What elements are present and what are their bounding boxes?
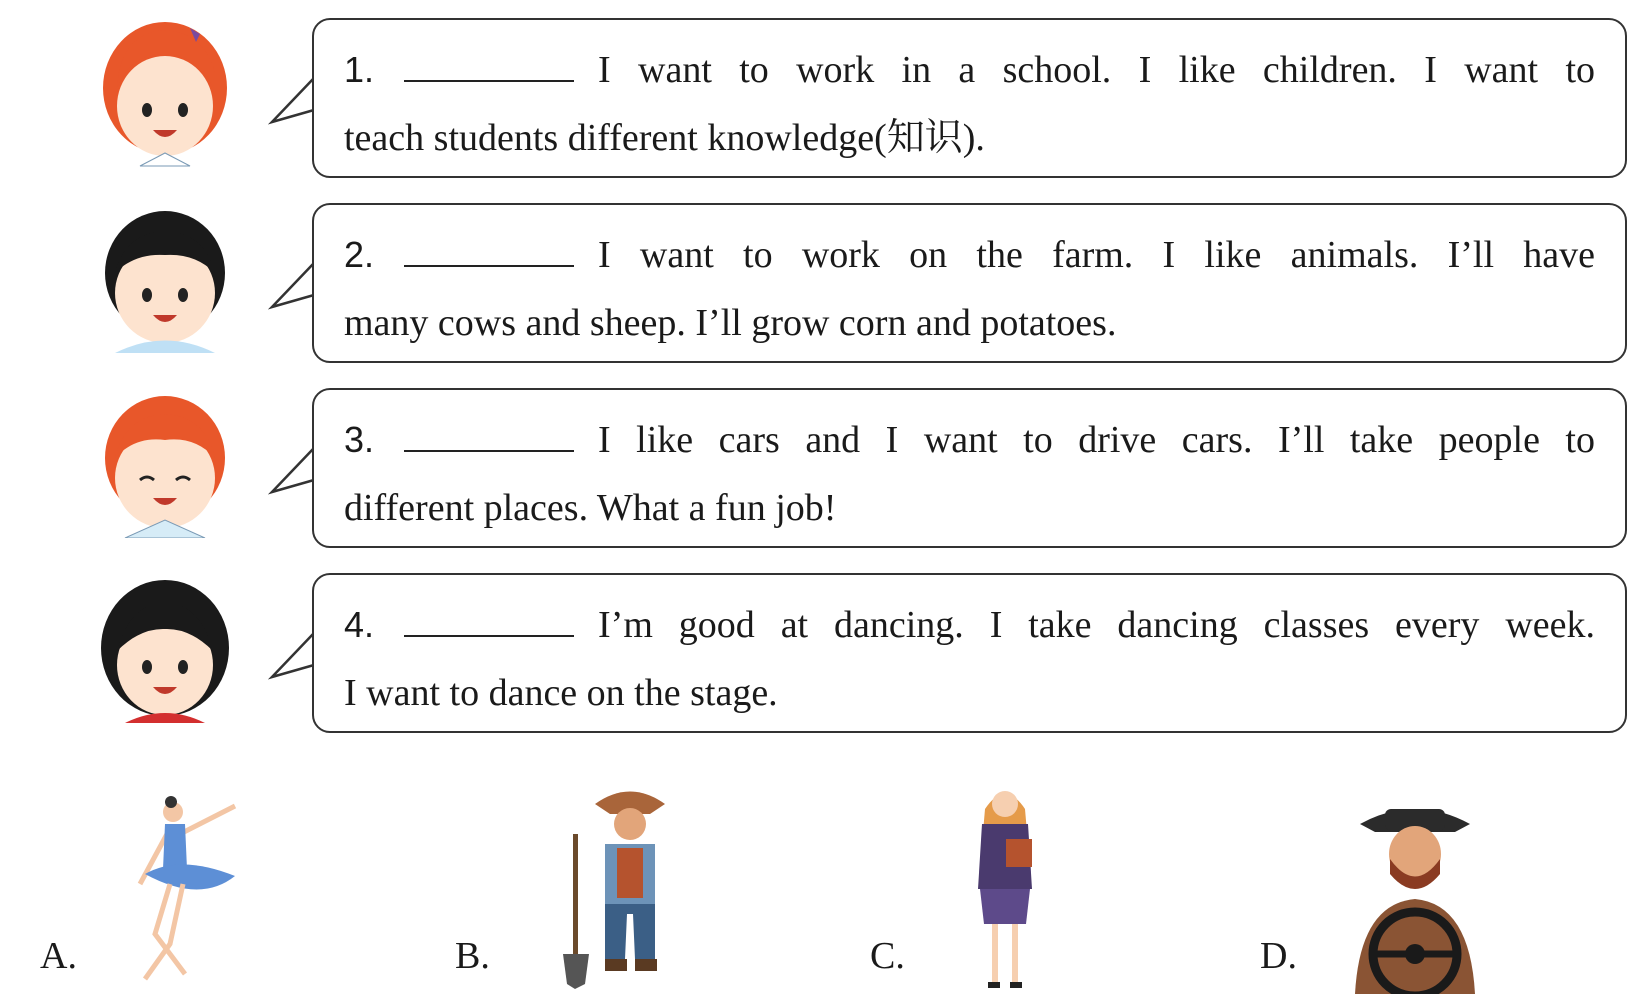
red-haired-girl-icon xyxy=(95,18,235,168)
question-text-line1: I like cars and I want to drive cars. I’ll take people to xyxy=(598,419,1595,461)
option-label: B. xyxy=(455,935,490,977)
speech-bubble xyxy=(312,18,1627,178)
answer-blank[interactable] xyxy=(404,50,574,82)
question-text-line1: I’m good at dancing. I take dancing classes every week. xyxy=(598,604,1595,646)
option-c[interactable] xyxy=(870,765,1170,994)
answer-blank[interactable] xyxy=(404,420,574,452)
question-text-line2: teach students different knowledge(知识). xyxy=(344,117,985,159)
question-row-2 xyxy=(0,195,1639,365)
option-label: C. xyxy=(870,935,905,977)
option-a[interactable] xyxy=(40,765,340,994)
answer-blank[interactable] xyxy=(404,235,574,267)
question-text-line2: I want to dance on the stage. xyxy=(344,672,778,714)
question-number: 1. xyxy=(344,49,375,90)
option-d[interactable] xyxy=(1260,765,1560,994)
question-text-line1: I want to work in a school. I like children. I want to xyxy=(598,49,1595,91)
black-haired-boy-icon xyxy=(95,203,235,353)
question-number: 2. xyxy=(344,234,375,275)
question-row-3 xyxy=(0,380,1639,550)
black-haired-girl-icon xyxy=(95,573,235,723)
question-text-line2: different places. What a fun job! xyxy=(344,487,837,529)
question-number: 3. xyxy=(344,419,375,460)
speech-bubble xyxy=(312,573,1627,733)
question-text-line2: many cows and sheep. I’ll grow corn and potatoes. xyxy=(344,302,1117,344)
speech-tail xyxy=(268,70,318,130)
ballet-dancer-icon xyxy=(125,794,255,994)
driver-with-steering-wheel-icon xyxy=(1340,794,1490,994)
question-number: 4. xyxy=(344,604,375,645)
option-b[interactable] xyxy=(455,765,755,994)
question-text-line1: I want to work on the farm. I like animals. I’ll have xyxy=(598,234,1595,276)
speech-tail xyxy=(268,440,318,500)
answer-blank[interactable] xyxy=(404,605,574,637)
speech-tail xyxy=(268,625,318,685)
speech-bubble xyxy=(312,203,1627,363)
teacher-with-book-icon xyxy=(960,779,1050,994)
farmer-with-shovel-icon xyxy=(555,784,685,994)
option-label: D. xyxy=(1260,935,1297,977)
option-label: A. xyxy=(40,935,77,977)
question-row-1 xyxy=(0,10,1639,180)
red-haired-boy-icon xyxy=(95,388,235,538)
speech-bubble xyxy=(312,388,1627,548)
speech-tail xyxy=(268,255,318,315)
question-row-4 xyxy=(0,565,1639,735)
